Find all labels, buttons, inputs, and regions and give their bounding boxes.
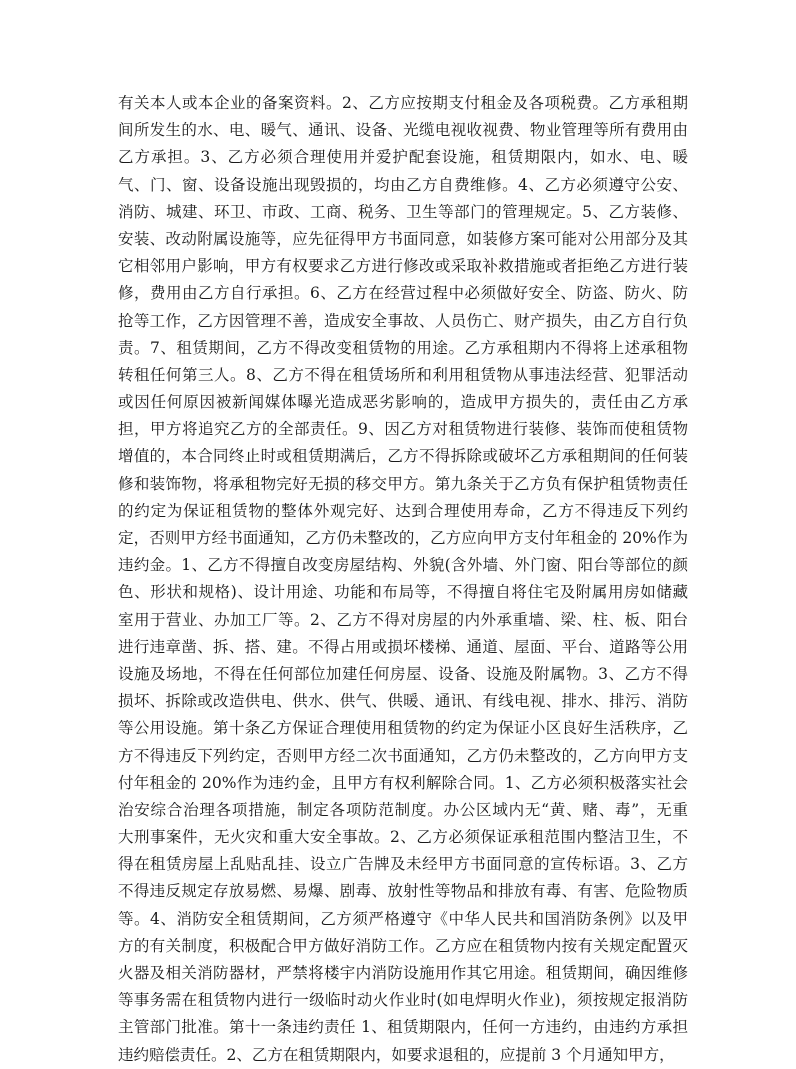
text-line: 设施及场地，不得在任何部位加建任何房屋、设备、设施及附属物。3、乙方不得 — [118, 664, 688, 683]
text-line: 色、形状和规格)、设计用途、功能和布局等，不得擅自将住宅及附属用房如储藏 — [118, 583, 688, 602]
text-line: 定，否则甲方经书面通知，乙方仍未整改的，乙方应向甲方支付年租金的 20%作为 — [118, 529, 688, 547]
text-line: 方不得违反下列约定，否则甲方经二次书面通知，乙方仍未整改的，乙方向甲方支 — [118, 746, 688, 765]
text-line: 火器及相关消防器材，严禁将楼宇内消防设施用作其它用途。租赁期间，确因维修 — [118, 964, 688, 982]
text-line: 得在租赁房屋上乱贴乱挂、设立广告牌及未经甲方书面同意的宣传标语。3、乙方 — [118, 855, 688, 874]
contract-body-text — [118, 90, 688, 1069]
text-line: 担，甲方将追究乙方的全部责任。9、因乙方对租赁物进行装修、装饰而使租赁物 — [118, 420, 688, 439]
text-line: 大刑事案件，无火灾和重大安全事故。2、乙方必须保证承租范围内整洁卫生，不 — [118, 828, 688, 847]
text-line: 等。4、消防安全租赁期间，乙方须严格遵守《中华人民共和国消防条例》以及甲 — [118, 909, 688, 928]
text-line: 治安综合治理各项措施，制定各项防范制度。办公区域内无“黄、赌、毒”，无重 — [118, 800, 688, 819]
text-line: 不得违反规定存放易燃、易爆、剧毒、放射性等物品和排放有毒、有害、危险物质 — [118, 882, 688, 901]
text-line: 它相邻用户影响，甲方有权要求乙方进行修改或采取补救措施或者拒绝乙方进行装 — [118, 257, 688, 276]
text-line: 进行违章凿、拆、搭、建。不得占用或损坏楼梯、通道、屋面、平台、道路等公用 — [118, 637, 688, 656]
text-line: 或因任何原因被新闻媒体曝光造成恶劣影响的，造成甲方损失的，责任由乙方承 — [118, 393, 688, 412]
text-line: 违约赔偿责任。2、乙方在租赁期限内，如要求退租的，应提前 3 个月通知甲方， — [118, 1045, 675, 1064]
text-line: 抢等工作，乙方因管理不善，造成安全事故、人员伤亡、财产损失，由乙方自行负 — [118, 311, 688, 330]
text-line: 修，费用由乙方自行承担。6、乙方在经营过程中必须做好安全、防盗、防火、防 — [118, 284, 688, 303]
text-line: 乙方承担。3、乙方必须合理使用并爱护配套设施，租赁期限内，如水、电、暖 — [118, 148, 688, 167]
text-line: 付年租金的 20%作为违约金，且甲方有权利解除合同。1、乙方必须积极落实社会 — [118, 773, 688, 792]
text-line: 主管部门批准。第十一条违约责任 1、租赁期限内，任何一方违约，由违约方承担 — [118, 1018, 688, 1037]
text-line: 损坏、拆除或改造供电、供水、供气、供暖、通讯、有线电视、排水、排污、消防 — [118, 692, 688, 711]
text-line: 有关本人或本企业的备案资料。2、乙方应按期支付租金及各项税费。乙方承租期 — [118, 94, 688, 112]
text-line: 转租任何第三人。8、乙方不得在租赁场所和利用租赁物从事违法经营、犯罪活动 — [118, 365, 688, 384]
text-line: 责。7、租赁期间，乙方不得改变租赁物的用途。乙方承租期内不得将上述承租物 — [118, 338, 688, 357]
text-line: 气、门、窗、设备设施出现毁损的，均由乙方自费维修。4、乙方必须遵守公安、 — [118, 175, 688, 194]
text-line: 间所发生的水、电、暖气、通讯、设备、光缆电视收视费、物业管理等所有费用由 — [118, 121, 688, 140]
text-line: 方的有关制度，积极配合甲方做好消防工作。乙方应在租赁物内按有关规定配置灭 — [118, 936, 688, 955]
text-line: 等事务需在租赁物内进行一级临时动火作业时(如电焊明火作业)，须按规定报消防 — [118, 991, 688, 1010]
text-line: 安装、改动附属设施等，应先征得甲方书面同意，如装修方案可能对公用部分及其 — [118, 229, 688, 248]
text-line: 修和装饰物，将承租物完好无损的移交甲方。第九条关于乙方负有保护租赁物责任 — [118, 474, 688, 493]
text-line: 增值的，本合同终止时或租赁期满后，乙方不得拆除或破坏乙方承租期间的任何装 — [118, 447, 688, 466]
text-line: 等公用设施。第十条乙方保证合理使用租赁物的约定为保证小区良好生活秩序，乙 — [118, 719, 688, 738]
text-line: 室用于营业、办加工厂等。2、乙方不得对房屋的内外承重墙、梁、柱、板、阳台 — [118, 610, 688, 629]
text-line: 违约金。1、乙方不得擅自改变房屋结构、外貌(含外墙、外门窗、阳台等部位的颜 — [118, 556, 688, 575]
text-line: 的约定为保证租赁物的整体外观完好、达到合理使用寿命，乙方不得违反下列约 — [118, 501, 688, 520]
text-line: 消防、城建、环卫、市政、工商、税务、卫生等部门的管理规定。5、乙方装修、 — [118, 202, 688, 221]
